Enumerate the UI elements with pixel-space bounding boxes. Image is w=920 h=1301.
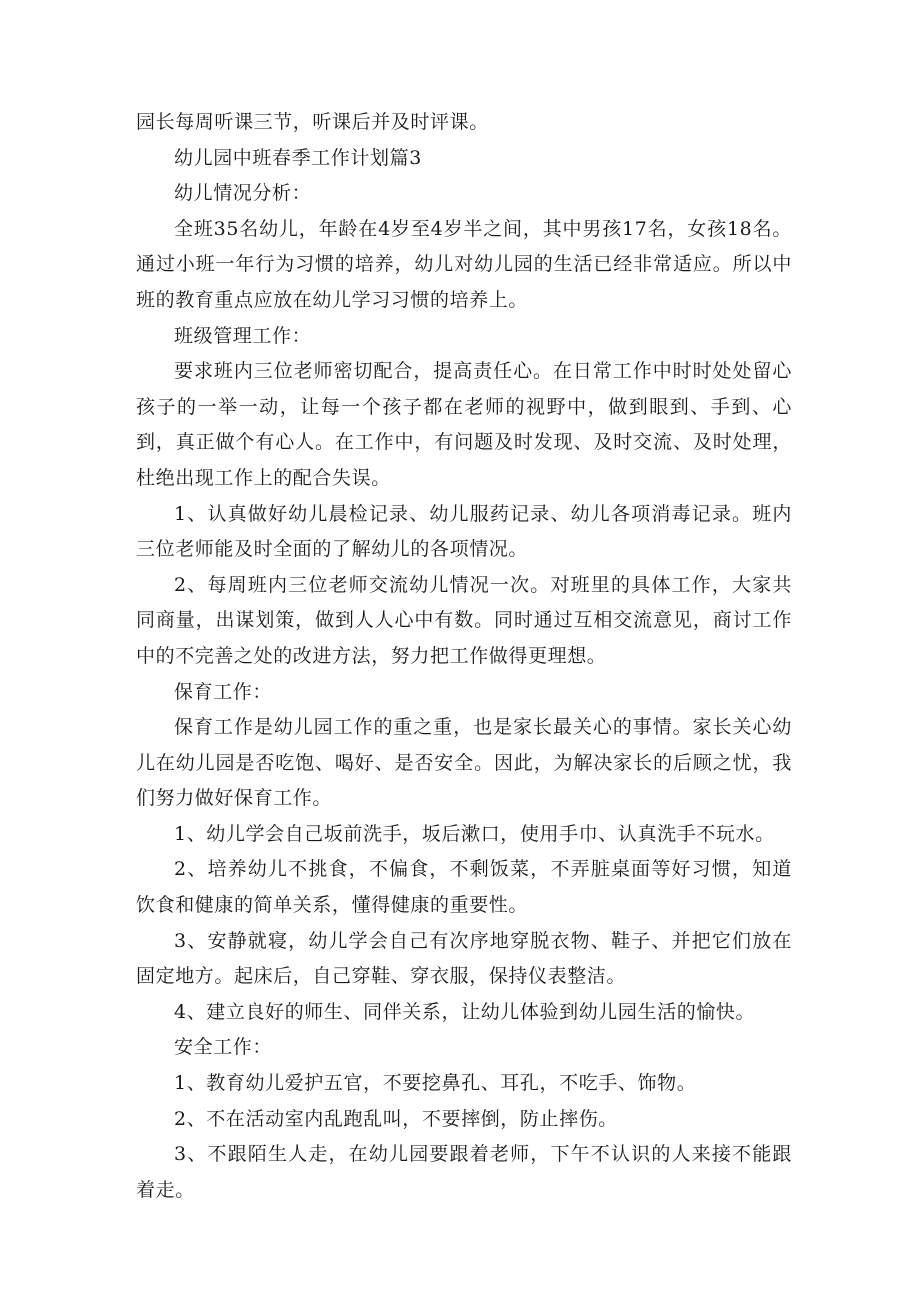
heading-safety-work: 安全工作：: [174, 1036, 273, 1059]
list-item-management-2: 2、每周班内三位老师交流幼儿情况一次。对班里的具体工作，大家共同商量，出谋划策，做到人人心中有数。同时通过互相交流意见，商讨工作中的不完善之处的改进方法，努力把工作做得更理想。: [136, 573, 792, 667]
list-item-care-1: 1、幼儿学会自己坂前洗手，坂后漱口，使用手巾、认真洗手不玩水。: [174, 822, 775, 845]
paragraph-care-work: 保育工作是幼儿园工作的重之重，也是家长最关心的事情。家长关心幼儿在幼儿园是否吃饱、喝好、是否安全。因此，为解决家长的后顾之忧，我们努力做好保育工作。: [136, 716, 792, 810]
heading-child-analysis: 幼儿情况分析：: [174, 182, 312, 205]
list-item-safety-3: 3、不跟陌生人走，在幼儿园要跟着老师，下午不认识的人来接不能跟着走。: [136, 1143, 792, 1201]
list-item-management-1: 1、认真做好幼儿晨检记录、幼儿服药记录、幼儿各项消毒记录。班内三位老师能及时全面的了解幼儿的各项情况。: [136, 502, 792, 561]
paragraph-continuation: 园长每周听课三节，听课后并及时评课。: [136, 111, 489, 133]
heading-class-management: 班级管理工作：: [174, 324, 312, 347]
paragraph-class-management: 要求班内三位老师密切配合，提高责任心。在日常工作中时时处处留心孩子的一举一动，让每一个孩子都在老师的视野中，做到眼到、手到、心到，真正做个有心人。在工作中，有问题及时发现、及时交流、及时处理，杜绝出现工作上的配合失误。: [136, 360, 792, 489]
list-item-care-3: 3、安静就寝，幼儿学会自己有次序地穿脱衣物、鞋子、并把它们放在固定地方。起床后，自己穿鞋、穿衣服，保持仪表整洁。: [136, 929, 792, 988]
list-item-care-4: 4、建立良好的师生、同伴关系，让幼儿体验到幼儿园生活的愉快。: [174, 1000, 756, 1023]
list-item-safety-2: 2、不在活动室内乱跑乱叫，不要摔倒，防止摔伤。: [174, 1107, 618, 1130]
heading-care-work: 保育工作：: [174, 680, 273, 703]
list-item-safety-1: 1、教育幼儿爱护五官，不要挖鼻孔、耳孔，不吃手、饰物。: [174, 1072, 697, 1095]
section-title: 幼儿园中班春季工作计划篇3: [174, 146, 422, 169]
paragraph-child-analysis: 全班35名幼儿，年龄在4岁至4岁半之间，其中男孩17名，女孩18名。通过小班一年行为习惯的培养，幼儿对幼儿园的生活已经非常适应。所以中班的教育重点应放在幼儿学习习惯的培养上。: [136, 217, 792, 311]
list-item-care-2: 2、培养幼儿不挑食，不偏食，不剩饭菜，不弄脏桌面等好习惯，知道饮食和健康的简单关系，懂得健康的重要性。: [136, 858, 792, 917]
